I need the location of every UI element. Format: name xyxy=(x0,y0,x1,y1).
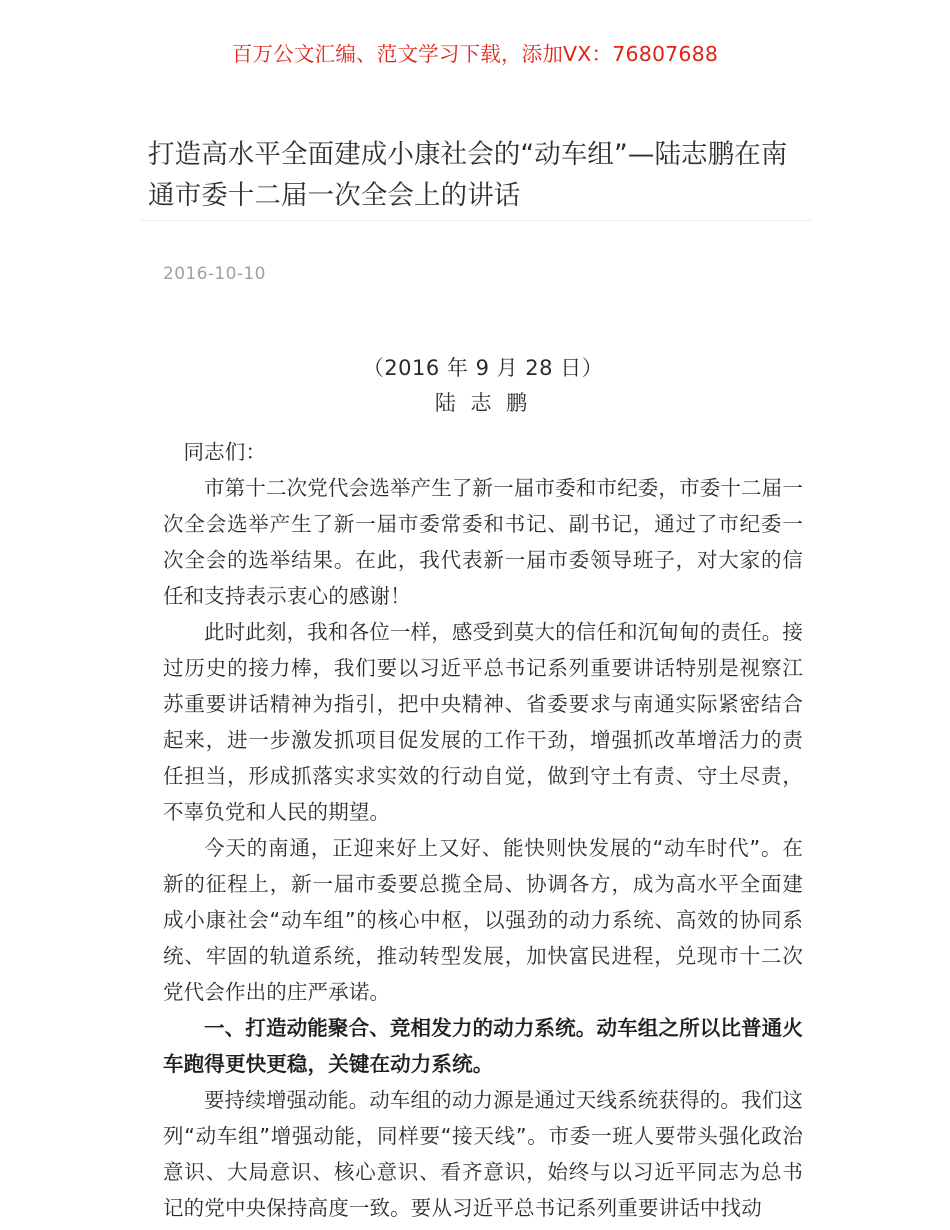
paragraph-5: 要持续增强动能。动车组的动力源是通过天线系统获得的。我们这列“动车组”增强动能，同样要“接天线”。市委一班人要带头强化政治意识、大局意识、核心意识、看齐意识，始终与以习近平同志为总书记的党中央保持高度一致。要从习近平总书记系列重要讲话中找动 xyxy=(163,1088,803,1220)
paragraph-3: 今天的南通，正迎来好上又好、能快则快发展的“动车时代”。在新的征程上，新一届市委要总揽全局、协调各方，成为高水平全面建成小康社会“动车组”的核心中枢，以强劲的动力系统、高效的协同系统、牢固的轨道系统，推动转型发展，加快富民进程，兑现市十二次党代会作出的庄严承诺。 xyxy=(163,836,803,1004)
document-author: 陆 志 鹏 xyxy=(434,391,532,415)
paragraph-2: 此时此刻，我和各位一样，感受到莫大的信任和沉甸甸的责任。接过历史的接力棒，我们要以习近平总书记系列重要讲话特别是视察江苏重要讲话精神为指引，把中央精神、省委要求与南通实际紧密结合起来，进一步激发抓项目促发展的工作干劲，增强抓改革增活力的责任担当，形成抓落实求实效的行动自觉，做到守土有责、守土尽责，不辜负党和人民的期望。 xyxy=(163,620,803,824)
document-dateline: （2016 年 9 月 28 日） xyxy=(362,356,604,380)
header-divider xyxy=(141,220,811,221)
promo-banner: 百万公文汇编、范文学习下载，添加VX：76807688 xyxy=(231,42,719,66)
publish-date: 2016-10-10 xyxy=(163,264,266,284)
salutation: 同志们： xyxy=(183,440,267,464)
document-body xyxy=(163,352,803,1226)
article-header xyxy=(148,134,810,216)
page-title: 打造高水平全面建成小康社会的“动车组”—陆志鹏在南通市委十二届一次全会上的讲话 xyxy=(148,139,788,211)
section-heading-1: 一、打造动能聚合、竞相发力的动力系统。动车组之所以比普通火车跑得更快更稳，关键在动力系统。 xyxy=(163,1016,803,1076)
paragraph-1: 市第十二次党代会选举产生了新一届市委和市纪委，市委十二届一次全会选举产生了新一届市委常委和书记、副书记，通过了市纪委一次全会的选举结果。在此，我代表新一届市委领导班子，对大家的信任和支持表示衷心的感谢！ xyxy=(163,476,803,608)
